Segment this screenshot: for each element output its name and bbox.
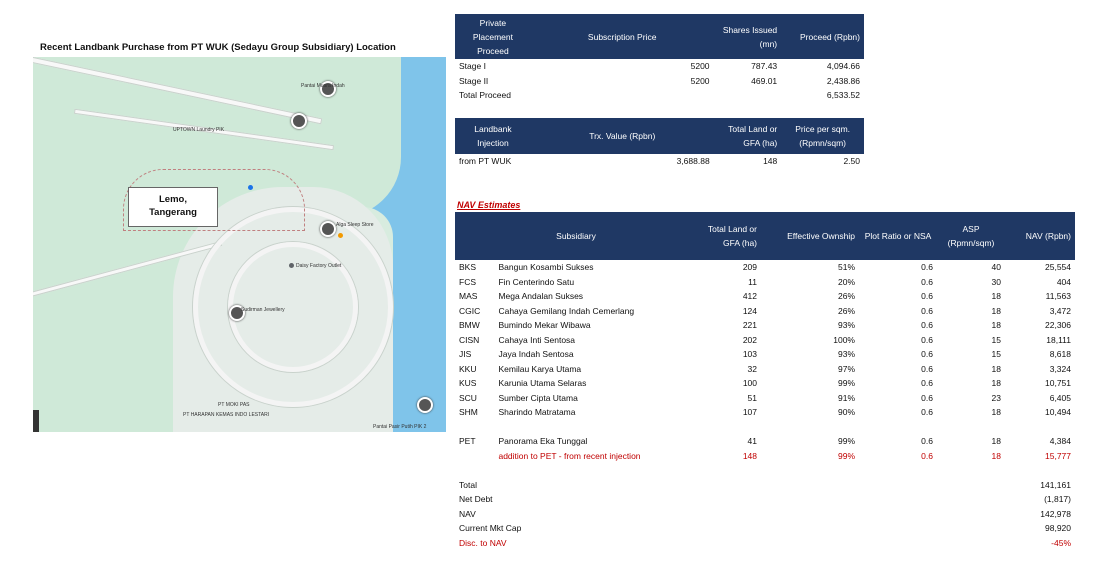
map-pin-icon[interactable]: [291, 113, 307, 129]
header-total-land: Total Land or GFA (ha): [714, 118, 782, 154]
code-cell: FCS: [459, 276, 476, 287]
summary-value: 98,920: [1045, 523, 1071, 534]
plot-cell: 0.6: [921, 334, 933, 345]
own-cell: 26%: [837, 305, 855, 316]
row-label: Stage II: [459, 75, 489, 86]
header-subsidiary: Subsidiary: [455, 212, 697, 260]
name-cell: Panorama Eka Tunggal: [498, 436, 588, 447]
proceed-cell: 6,533.52: [826, 90, 860, 101]
price-cell: 5200: [690, 75, 710, 86]
location-label-line2: Tangerang: [149, 207, 197, 218]
header-private-placement: Private Placement Proceed: [455, 14, 531, 59]
land-cell: 41: [747, 436, 757, 447]
land-cell: 209: [742, 262, 757, 273]
poi-marker-icon[interactable]: [338, 233, 343, 238]
poi-label: Daisy Factory Outlet: [296, 263, 342, 269]
table-row: [455, 59, 864, 74]
land-cell: 11: [748, 276, 757, 287]
summary-row: [455, 536, 1075, 551]
plot-cell: 0.6: [921, 407, 933, 418]
own-cell: 99%: [837, 378, 855, 389]
asp-cell: 18: [991, 450, 1001, 461]
summary-row: [455, 507, 1075, 522]
nav-cell: 6,405: [1049, 392, 1071, 403]
map-edge: [33, 410, 39, 432]
name-cell: Bumindo Mekar Wibawa: [498, 320, 591, 331]
nav-cell: 25,554: [1045, 262, 1071, 273]
trx-value-cell: 3,688.88: [676, 156, 710, 167]
asp-cell: 18: [991, 305, 1001, 316]
asp-cell: 18: [991, 407, 1001, 418]
code-cell: CGIC: [459, 305, 481, 316]
land-cell: 124: [742, 305, 757, 316]
poi-label: Pantai Muara Indah: [301, 83, 345, 89]
header-proceed: Proceed (Rpbn): [781, 14, 864, 59]
row-label: Stage I: [459, 61, 486, 72]
name-cell: Fin Centerindo Satu: [498, 276, 575, 287]
asp-cell: 18: [991, 363, 1001, 374]
table-row: [455, 434, 1075, 449]
code-cell: [455, 449, 494, 464]
proceed-cell: 4,094.66: [826, 61, 860, 72]
own-cell: 51%: [837, 262, 855, 273]
summary-label: Total: [459, 479, 477, 490]
summary-value: (1,817): [1044, 494, 1071, 505]
land-cell: 221: [742, 320, 757, 331]
table-row: [455, 154, 864, 169]
land-cell: 107: [742, 407, 757, 418]
spacer-row: [455, 463, 1075, 478]
code-cell: JIS: [459, 349, 472, 360]
land-cell: 148: [763, 156, 778, 167]
nav-cell: 18,111: [1046, 334, 1071, 345]
location-label: [128, 187, 218, 227]
own-cell: 26%: [837, 291, 855, 302]
table-row: [455, 405, 1075, 420]
plot-cell: 0.6: [921, 305, 933, 316]
header-price-per-sqm: Price per sqm. (Rpmn/sqm): [781, 118, 864, 154]
summary-label: Net Debt: [459, 494, 493, 505]
asp-cell: 15: [991, 334, 1001, 345]
land-cell: 103: [742, 349, 757, 360]
summary-row: [455, 521, 1075, 536]
placement-table: [455, 14, 864, 103]
location-label-line1: Lemo,: [159, 194, 187, 205]
summary-value: -45%: [1051, 537, 1071, 548]
name-cell: Cahaya Inti Sentosa: [498, 334, 576, 345]
plot-cell: 0.6: [921, 392, 933, 403]
name-cell: Kemilau Karya Utama: [498, 363, 582, 374]
asp-cell: 18: [991, 291, 1001, 302]
poi-label: PT HARAPAN KEMAS INDO LESTARI: [183, 412, 270, 418]
header-asp: ASP (Rpmn/sqm): [937, 212, 1005, 260]
location-map: [33, 57, 446, 432]
table-row: [455, 304, 1075, 319]
header-plot-ratio: Plot Ratio or NSA: [859, 212, 937, 260]
summary-value: 142,978: [1040, 508, 1071, 519]
name-cell: Jaya Indah Sentosa: [498, 349, 574, 360]
plot-cell: 0.6: [921, 291, 933, 302]
nav-table: [455, 212, 1075, 550]
table-row: [455, 275, 1075, 290]
nav-cell: 10,494: [1045, 407, 1071, 418]
shares-cell: 469.01: [751, 75, 778, 86]
land-cell: 202: [742, 334, 757, 345]
asp-cell: 18: [991, 378, 1001, 389]
map-pin-icon[interactable]: [320, 221, 336, 237]
asp-cell: 18: [991, 436, 1001, 447]
spacer-cell: [455, 420, 1075, 435]
header-effective-ownship: Effective Ownship: [761, 212, 859, 260]
own-cell: 90%: [837, 407, 855, 418]
table-row: [455, 88, 864, 103]
own-cell: 93%: [837, 320, 855, 331]
nav-cell: 22,306: [1045, 320, 1071, 331]
code-cell: SCU: [459, 392, 477, 403]
asp-cell: 30: [991, 276, 1001, 287]
nav-title: NAV Estimates: [457, 200, 521, 210]
shares-cell: [714, 88, 782, 103]
poi-marker-icon[interactable]: [289, 263, 294, 268]
plot-cell: 0.6: [921, 363, 933, 374]
summary-label: Disc. to NAV: [459, 537, 507, 548]
price-cell: 5200: [690, 61, 710, 72]
nav-cell: 3,472: [1049, 305, 1071, 316]
nav-cell: 11,563: [1045, 291, 1071, 302]
asp-cell: 40: [991, 262, 1001, 273]
table-row: [455, 318, 1075, 333]
proceed-cell: 2,438.86: [826, 75, 860, 86]
own-cell: 99%: [837, 450, 855, 461]
code-cell: CISN: [459, 334, 480, 345]
map-pin-icon[interactable]: [417, 397, 433, 413]
name-cell: Sharindo Matratama: [498, 407, 576, 418]
code-cell: KKU: [459, 363, 477, 374]
poi-label: Alga Sleep Store: [336, 222, 374, 228]
table-row: [455, 347, 1075, 362]
row-label: Total Proceed: [459, 90, 511, 101]
price-cell: 2.50: [843, 156, 860, 167]
nav-cell: 10,751: [1045, 378, 1071, 389]
own-cell: 93%: [837, 349, 855, 360]
table-row: [455, 74, 864, 89]
asp-cell: 18: [991, 320, 1001, 331]
spacer-cell: [455, 463, 1075, 478]
header-landbank-injection: Landbank Injection: [455, 118, 531, 154]
table-row: [455, 376, 1075, 391]
summary-label: Current Mkt Cap: [459, 523, 522, 534]
code-cell: PET: [459, 436, 476, 447]
own-cell: 20%: [837, 276, 855, 287]
shares-cell: 787.43: [751, 61, 778, 72]
header-nav: NAV (Rpbn): [1005, 212, 1075, 260]
nav-cell: 3,324: [1049, 363, 1071, 374]
plot-cell: 0.6: [921, 349, 933, 360]
plot-cell: 0.6: [921, 276, 933, 287]
table-row: [455, 260, 1075, 275]
header-trx-value: Trx. Value (Rpbn): [531, 118, 714, 154]
nav-cell: 4,384: [1049, 436, 1071, 447]
code-cell: BMW: [459, 320, 480, 331]
poi-label: Sudirman Jewellery: [241, 307, 285, 313]
land-cell: 148: [742, 450, 757, 461]
own-cell: 99%: [837, 436, 855, 447]
land-cell: 412: [742, 291, 757, 302]
table-row: [455, 333, 1075, 348]
summary-label: NAV: [459, 508, 476, 519]
poi-label: Pantai Pasir Putih PIK 2: [373, 424, 427, 430]
nav-cell: 8,618: [1049, 349, 1071, 360]
name-cell: Karunia Utama Selaras: [498, 378, 587, 389]
row-label: from PT WUK: [459, 156, 512, 167]
land-cell: 51: [747, 392, 757, 403]
poi-marker-icon[interactable]: [248, 185, 253, 190]
code-cell: BKS: [459, 262, 477, 273]
code-cell: KUS: [459, 378, 477, 389]
nav-cell: 15,777: [1045, 450, 1071, 461]
plot-cell: 0.6: [921, 436, 933, 447]
asp-cell: 15: [991, 349, 1001, 360]
nav-cell: 404: [1056, 276, 1071, 287]
name-cell: Bangun Kosambi Sukses: [498, 262, 594, 273]
table-row: [455, 362, 1075, 377]
poi-label: PT MOKI PAS: [218, 402, 250, 408]
land-cell: 32: [747, 363, 757, 374]
name-cell: Mega Andalan Sukses: [498, 291, 584, 302]
poi-label: UPTOWN Laundry PIK: [173, 127, 225, 133]
map-title: Recent Landbank Purchase from PT WUK (Sedayu Group Subsidiary) Location: [40, 42, 396, 53]
injection-table: [455, 118, 864, 169]
summary-row: [455, 492, 1075, 507]
name-cell: Cahaya Gemilang Indah Cemerlang: [498, 305, 635, 316]
plot-cell: 0.6: [921, 378, 933, 389]
own-cell: 100%: [833, 334, 855, 345]
own-cell: 91%: [837, 392, 855, 403]
price-cell: [531, 88, 714, 103]
plot-cell: 0.6: [921, 262, 933, 273]
code-cell: MAS: [459, 291, 478, 302]
summary-row: [455, 478, 1075, 493]
header-subscription-price: Subscription Price: [531, 14, 714, 59]
summary-value: 141,161: [1040, 479, 1071, 490]
spacer-row: [455, 420, 1075, 435]
asp-cell: 23: [991, 392, 1001, 403]
table-row: [455, 391, 1075, 406]
header-total-land: Total Land or GFA (ha): [697, 212, 761, 260]
table-row: [455, 449, 1075, 464]
land-cell: 100: [742, 378, 757, 389]
table-row: [455, 289, 1075, 304]
name-cell: Sumber Cipta Utama: [498, 392, 578, 403]
own-cell: 97%: [837, 363, 855, 374]
header-shares-issued: Shares Issued (mn): [714, 14, 782, 59]
name-cell: addition to PET - from recent injection: [498, 450, 641, 461]
plot-cell: 0.6: [921, 450, 933, 461]
code-cell: SHM: [459, 407, 478, 418]
plot-cell: 0.6: [921, 320, 933, 331]
